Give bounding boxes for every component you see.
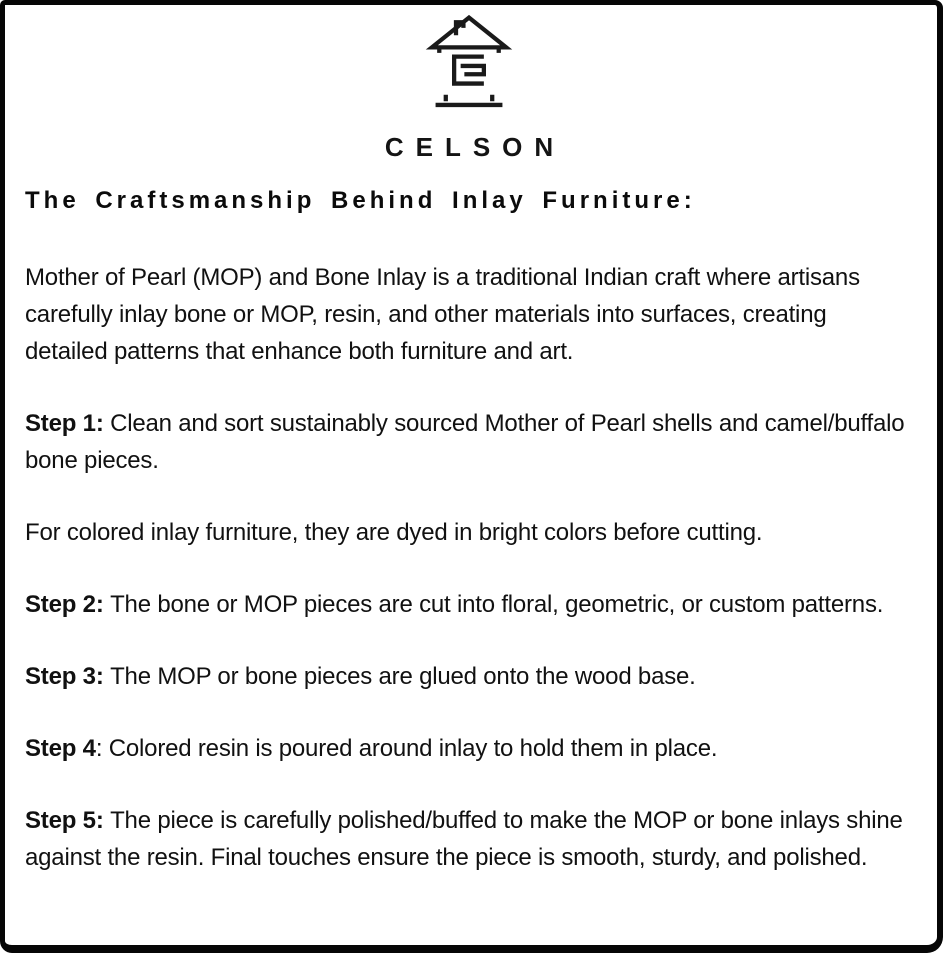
house-s-logo-icon	[420, 13, 518, 117]
step-5-label: Step 5:	[25, 807, 111, 834]
step-1-label: Step 1:	[25, 410, 111, 437]
logo-roof	[432, 18, 506, 48]
step-1-paragraph	[25, 405, 913, 479]
intro-paragraph: Mother of Pearl (MOP) and Bone Inlay is a traditional Indian craft where artisans carefully inlay bone or MOP, resin, and other materials into surfaces, creating detailed patterns that enhance both furniture and art.	[25, 264, 860, 365]
step-4-paragraph	[25, 730, 913, 767]
brand-name: CELSON	[384, 132, 566, 162]
step-3-text: The MOP or bone pieces are glued onto the wood base.	[110, 663, 696, 690]
logo-s-outer	[454, 57, 484, 84]
step-3-label: Step 3:	[25, 663, 111, 690]
celson-logo	[25, 13, 913, 122]
step-2-label: Step 2:	[25, 591, 111, 618]
step-5-text: The piece is carefully polished/buffed to make the MOP or bone inlays shine against the resin. Final touches ensure the piece is smooth, sturdy, and polished.	[25, 807, 903, 871]
logo-s-inner	[461, 66, 484, 74]
step-2-text: The bone or MOP pieces are cut into floral, geometric, or custom patterns.	[110, 591, 884, 618]
step-4-label: Step 4	[25, 735, 96, 762]
logo-base-feet	[446, 95, 492, 102]
step-1-text: Clean and sort sustainably sourced Mother of Pearl shells and camel/buffalo bone pieces.	[25, 410, 905, 474]
page-title: The Craftsmanship Behind Inlay Furniture:	[25, 187, 696, 214]
colored-inlay-note: For colored inlay furniture, they are dyed in bright colors before cutting.	[25, 519, 763, 546]
step-4-text: : Colored resin is poured around inlay to hold them in place.	[95, 735, 718, 762]
step-5-paragraph	[25, 802, 913, 876]
step-2-paragraph	[25, 586, 913, 623]
step-3-paragraph	[25, 658, 913, 695]
